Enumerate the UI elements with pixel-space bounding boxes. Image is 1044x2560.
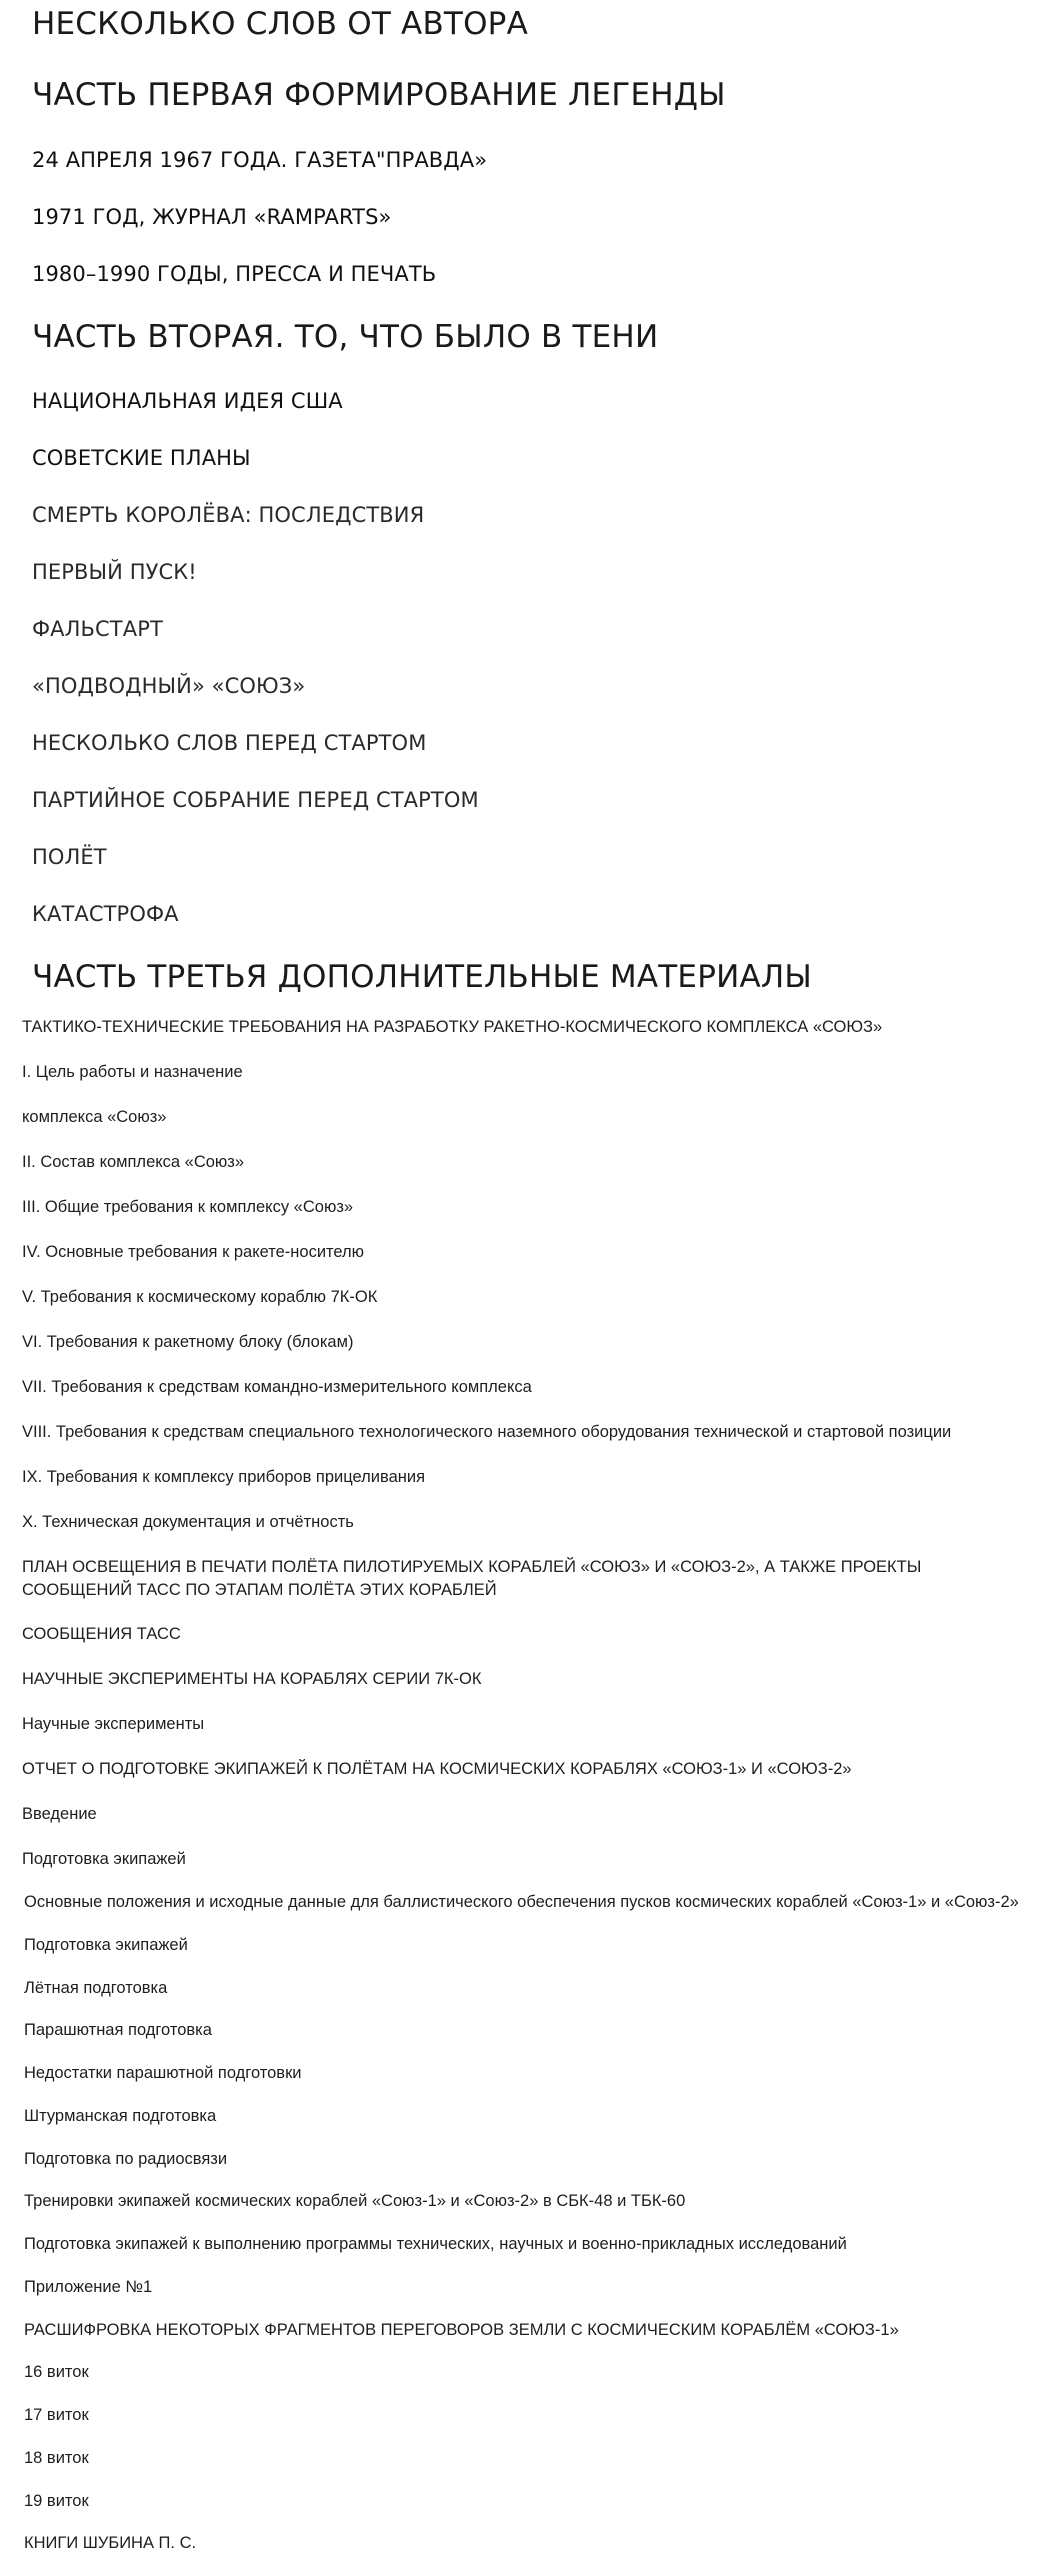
toc-link-part2-item[interactable]: КАТАСТРОФА — [32, 902, 179, 926]
toc-link-part3-item[interactable]: II. Состав комплекса «Союз» — [22, 1153, 245, 1171]
toc-link-part3-item[interactable]: Научные эксперименты — [22, 1715, 205, 1733]
toc-link-part1-item[interactable]: 24 АПРЕЛЯ 1967 ГОДА. ГАЗЕТА"ПРАВДА» — [32, 148, 488, 172]
toc-link-part2-item[interactable]: СОВЕТСКИЕ ПЛАНЫ — [32, 446, 251, 470]
toc-link-part3-item[interactable]: 16 виток — [24, 2363, 89, 2381]
toc-link-part3-item[interactable]: Приложение №1 — [24, 2278, 153, 2296]
toc-link-part2-item[interactable]: ПЕРВЫЙ ПУСК! — [32, 560, 197, 584]
toc-link-part1-item[interactable]: 1971 ГОД, ЖУРНАЛ «RAMPARTS» — [32, 205, 392, 229]
toc-link-part3-item[interactable]: Лётная подготовка — [24, 1979, 168, 1997]
toc-link-part3-item[interactable]: Штурманская подготовка — [24, 2107, 217, 2125]
toc-link-part3-item[interactable]: 17 виток — [24, 2406, 89, 2424]
toc-link-part3-item[interactable]: Парашютная подготовка — [24, 2021, 212, 2039]
toc-link-part2-title[interactable]: ЧАСТЬ ВТОРАЯ. ТО, ЧТО БЫЛО В ТЕНИ — [32, 319, 659, 355]
toc-link-part3-item[interactable]: Тренировки экипажей космических кораблей «Союз-1» и «Союз-2» в СБК-48 и ТБК-60 — [24, 2192, 686, 2210]
toc-link-part2-item[interactable]: СМЕРТЬ КОРОЛЁВА: ПОСЛЕДСТВИЯ — [32, 503, 425, 527]
toc-link-part3-item[interactable]: Подготовка экипажей к выполнению программы технических, научных и военно-прикладных исследований — [24, 2235, 847, 2253]
toc-link-part3-item[interactable]: I. Цель работы и назначение — [22, 1063, 243, 1081]
toc-link-part3-item[interactable]: 18 виток — [24, 2449, 89, 2467]
toc-link-part3-item[interactable]: Введение — [22, 1805, 97, 1823]
toc-link-part3-item[interactable]: IV. Основные требования к ракете-носителю — [22, 1243, 365, 1261]
toc-link-part3-item[interactable]: III. Общие требования к комплексу «Союз» — [22, 1198, 354, 1216]
toc-link-part2-item[interactable]: «ПОДВОДНЫЙ» «СОЮЗ» — [32, 674, 306, 698]
toc-link-part3-item[interactable]: ПЛАН ОСВЕЩЕНИЯ В ПЕЧАТИ ПОЛЁТА ПИЛОТИРУЕМЫХ КОРАБЛЕЙ «СОЮЗ» И «СОЮЗ-2», А ТАКЖЕ ПРОЕКТЫ СООБЩЕНИЙ ТАСС ПО ЭТАПАМ ПОЛЁТА ЭТИХ КОРАБЛЕЙ — [22, 1558, 922, 1599]
toc-link-part3-item[interactable]: IX. Требования к комплексу приборов прицеливания — [22, 1468, 426, 1486]
toc-link-part3-item[interactable]: ТАКТИКО-ТЕХНИЧЕСКИЕ ТРЕБОВАНИЯ НА РАЗРАБОТКУ РАКЕТНО-КОСМИЧЕСКОГО КОМПЛЕКСА «СОЮЗ» — [22, 1018, 883, 1036]
toc-link-part3-item[interactable]: Подготовка экипажей — [24, 1936, 188, 1954]
toc-link-part2-item[interactable]: ФАЛЬСТАРТ — [32, 617, 163, 641]
toc-link-part3-item[interactable]: РАСШИФРОВКА НЕКОТОРЫХ ФРАГМЕНТОВ ПЕРЕГОВОРОВ ЗЕМЛИ С КОСМИЧЕСКИМ КОРАБЛЁМ «СОЮЗ-1» — [24, 2321, 899, 2339]
toc-link-part3-item[interactable]: VII. Требования к средствам командно-измерительного комплекса — [22, 1378, 532, 1396]
toc-link-part3-item[interactable]: 19 виток — [24, 2492, 89, 2510]
toc-link-part2-item[interactable]: ПАРТИЙНОЕ СОБРАНИЕ ПЕРЕД СТАРТОМ — [32, 788, 479, 812]
toc-link-part3-item[interactable]: Недостатки парашютной подготовки — [24, 2064, 302, 2082]
toc-link-part3-item[interactable]: Основные положения и исходные данные для баллистического обеспечения пусков космических кораблей «Союз-1» и «Союз-2» — [24, 1893, 1019, 1911]
toc-link-part3-item[interactable]: V. Требования к космическому кораблю 7К-ОК — [22, 1288, 378, 1306]
toc-link-part3-item[interactable]: комплекса «Союз» — [22, 1108, 167, 1126]
toc-link-part3-item[interactable]: Подготовка экипажей — [22, 1850, 186, 1868]
toc-link-part3-item[interactable]: ОТЧЕТ О ПОДГОТОВКЕ ЭКИПАЖЕЙ К ПОЛЁТАМ НА КОСМИЧЕСКИХ КОРАБЛЯХ «СОЮЗ-1» И «СОЮЗ-2» — [22, 1760, 852, 1778]
toc-link-part3-item[interactable]: VI. Требования к ракетному блоку (блокам) — [22, 1333, 354, 1351]
toc-link-part2-item[interactable]: НАЦИОНАЛЬНАЯ ИДЕЯ США — [32, 389, 343, 413]
toc-link-part3-item[interactable]: СООБЩЕНИЯ ТАСС — [22, 1625, 181, 1643]
toc-link-part3-item[interactable]: НАУЧНЫЕ ЭКСПЕРИМЕНТЫ НА КОРАБЛЯХ СЕРИИ 7К-ОК — [22, 1670, 482, 1688]
toc-link-part3-item[interactable]: Подготовка по радиосвязи — [24, 2150, 228, 2168]
toc-link-part2-item[interactable]: ПОЛЁТ — [32, 845, 107, 869]
toc-link-part2-item[interactable]: НЕСКОЛЬКО СЛОВ ПЕРЕД СТАРТОМ — [32, 731, 427, 755]
toc-link-part3-item[interactable]: КНИГИ ШУБИНА П. С. — [24, 2534, 197, 2552]
toc-link-part1-item[interactable]: 1980–1990 ГОДЫ, ПРЕССА И ПЕЧАТЬ — [32, 262, 437, 286]
toc-link-intro[interactable]: НЕСКОЛЬКО СЛОВ ОТ АВТОРА — [32, 6, 528, 42]
toc-link-part3-title[interactable]: ЧАСТЬ ТРЕТЬЯ ДОПОЛНИТЕЛЬНЫЕ МАТЕРИАЛЫ — [32, 959, 812, 995]
toc-link-part1-title[interactable]: ЧАСТЬ ПЕРВАЯ ФОРМИРОВАНИЕ ЛЕГЕНДЫ — [32, 77, 726, 113]
toc-link-part3-item[interactable]: VIII. Требования к средствам специального технологического наземного оборудования технической и стартовой позиции — [22, 1423, 952, 1441]
toc-link-part3-item[interactable]: X. Техническая документация и отчётность — [22, 1513, 354, 1531]
